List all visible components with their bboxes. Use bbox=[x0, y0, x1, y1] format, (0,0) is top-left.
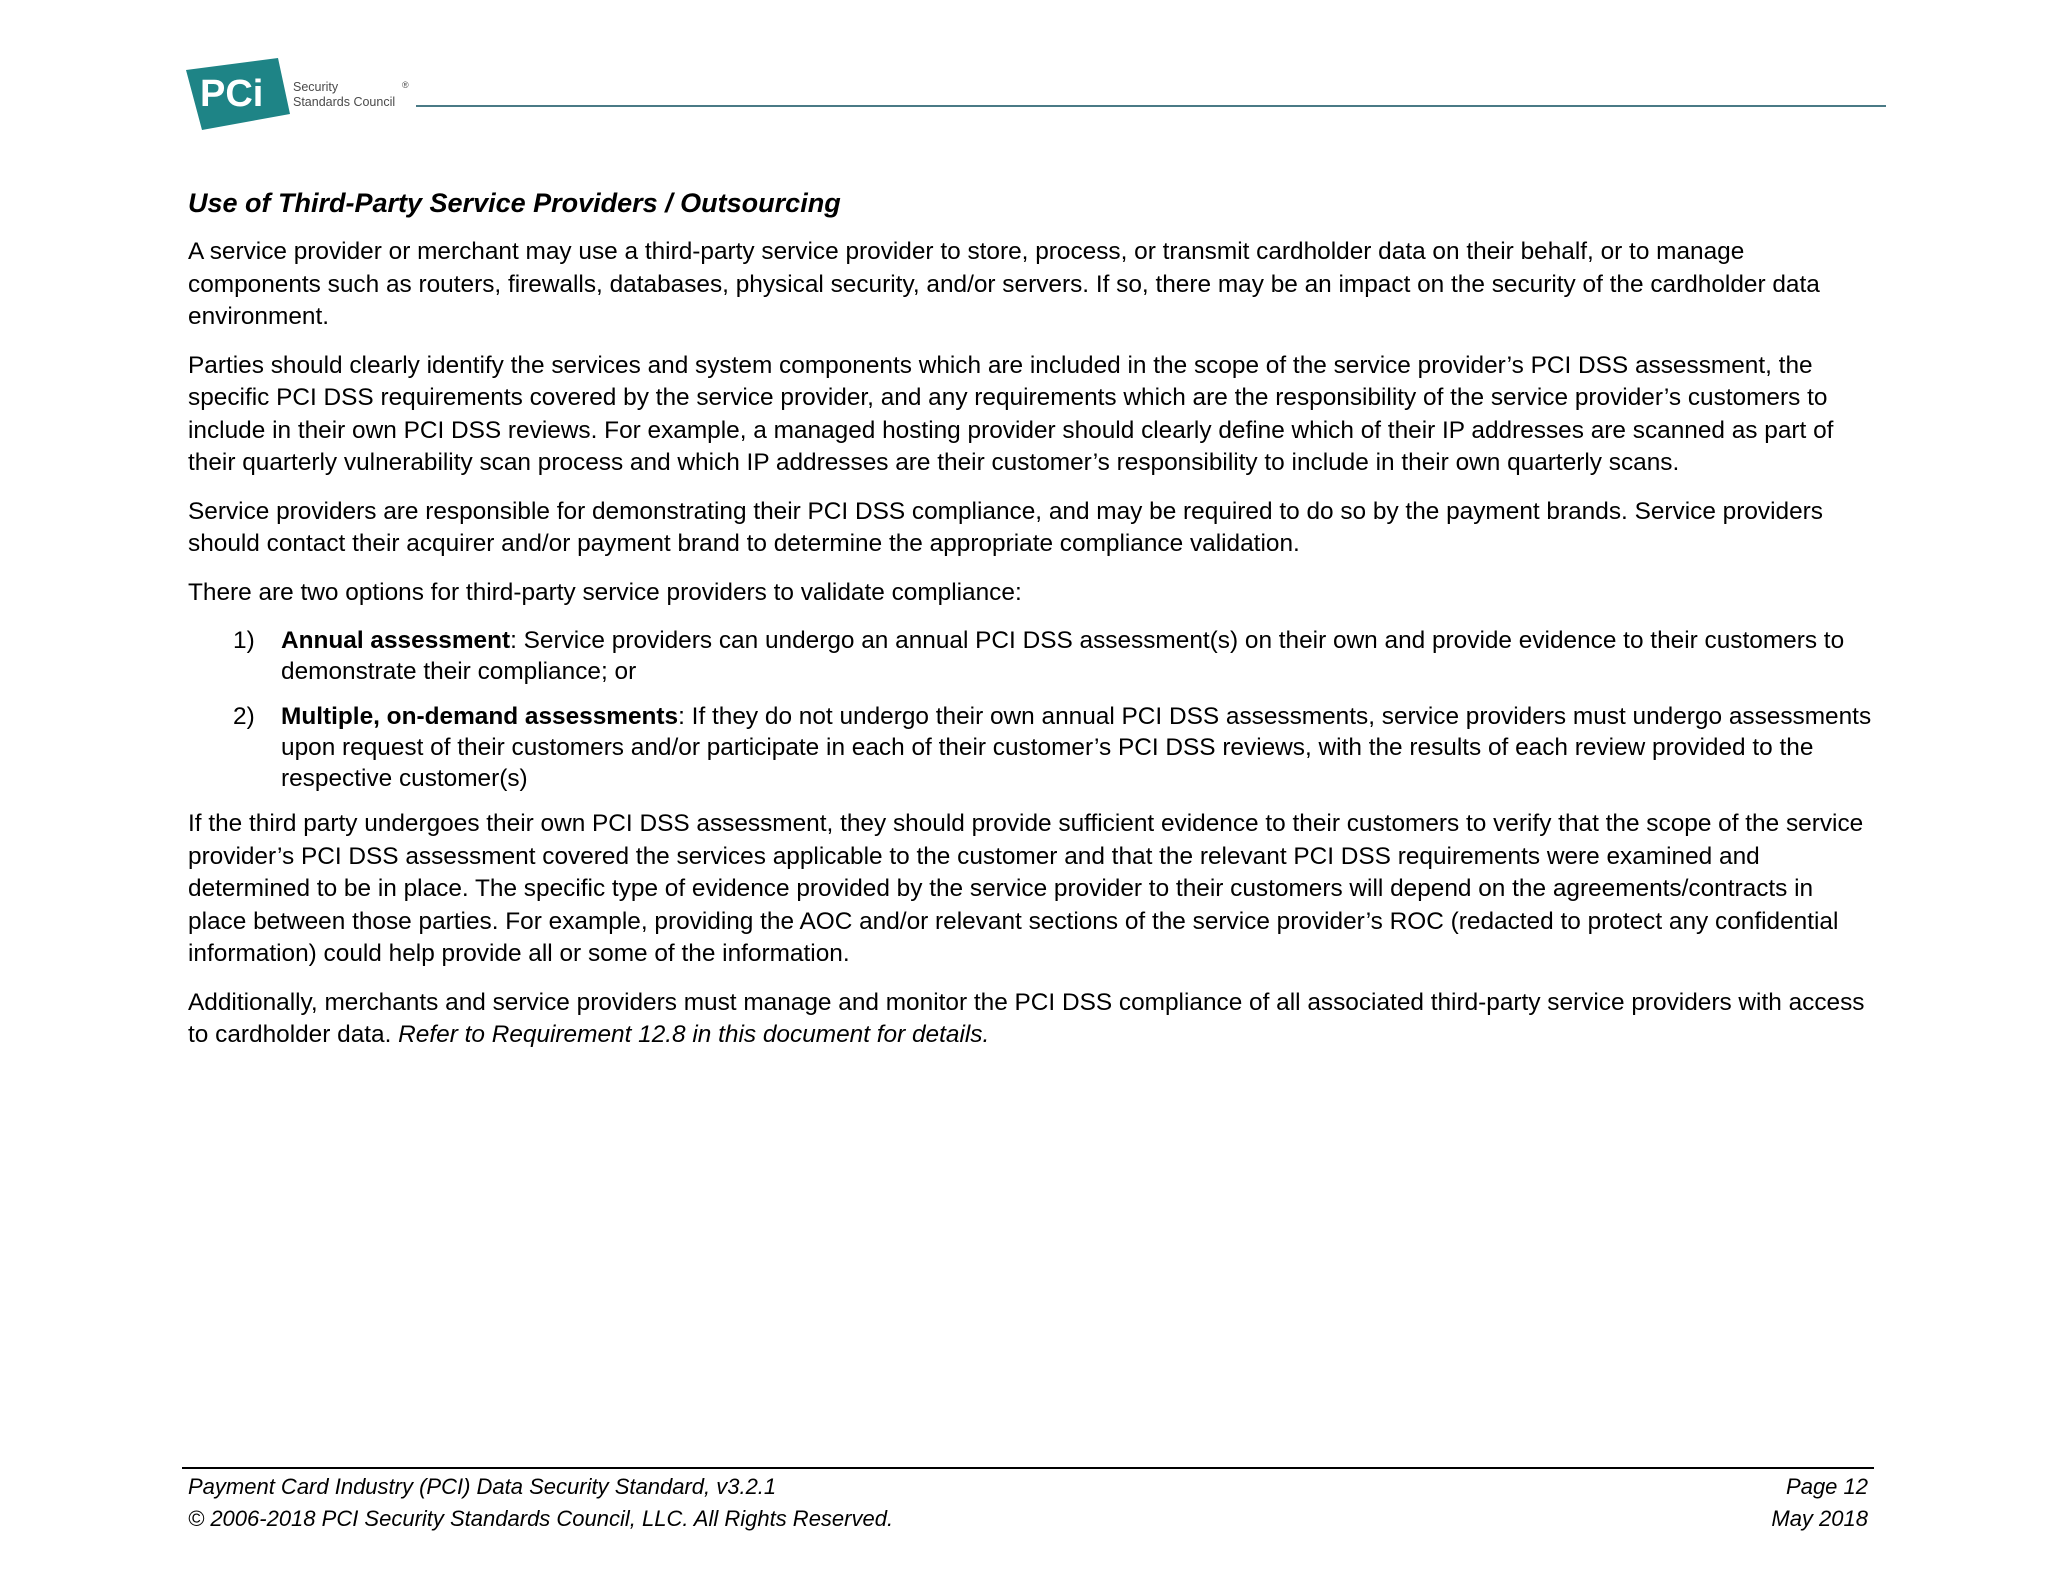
pci-logo-name-line1: Security bbox=[293, 80, 339, 94]
list-item bbox=[188, 701, 1878, 794]
paragraph-3: Service providers are responsible for demonstrating their PCI DSS compliance, and may be required to do so by the payment brands. Service providers should contact their acquirer and/or payment brand to determine the appropriate compliance validation. bbox=[188, 497, 1823, 557]
footer-date: May 2018 bbox=[1771, 1506, 1868, 1531]
list-item-text: : Service providers can undergo an annual PCI DSS assessment(s) on their own and provide evidence to their customers to demonstrate their compliance; or bbox=[281, 627, 1845, 685]
paragraph-2: Parties should clearly identify the services and system components which are included in the scope of the service provider’s PCI DSS assessment, the specific PCI DSS requirements covered by the service provider, and any requirements which are the responsibility of the service provider’s customers to include in their own PCI DSS reviews. For example, a managed hosting provider should clearly define which of their IP addresses are scanned as part of their quarterly vulnerability scan process and which IP addresses are their customer’s responsibility to include in their own quarterly scans. bbox=[188, 351, 1834, 476]
pci-logo-registered: ® bbox=[402, 80, 409, 90]
header-rule bbox=[416, 105, 1886, 107]
list-item bbox=[188, 625, 1878, 687]
footer-row-1 bbox=[182, 1471, 1874, 1503]
list-item-text: : If they do not undergo their own annual PCI DSS assessments, service providers must undergo assessments upon request of their customers and/or participate in each of their customer’s PCI DSS reviews, with the results of each review provided to the respective customer(s) bbox=[281, 703, 1872, 792]
footer-copyright: © 2006-2018 PCI Security Standards Council, LLC. All Rights Reserved. bbox=[188, 1506, 894, 1531]
footer-rule bbox=[182, 1467, 1874, 1469]
validation-options-list bbox=[188, 625, 1878, 794]
page-content bbox=[188, 186, 1878, 1068]
footer-row-2 bbox=[182, 1503, 1874, 1535]
footer-page-number: Page 12 bbox=[1786, 1474, 1868, 1499]
list-item-lead: Annual assessment bbox=[281, 627, 511, 654]
paragraph-1: A service provider or merchant may use a third-party service provider to store, process, or transmit cardholder data on their behalf, or to manage components such as routers, firewalls, databases, physical security, and/or servers. If so, there may be an impact on the security of the cardholder data environment. bbox=[188, 238, 1820, 330]
paragraph-6 bbox=[188, 987, 1878, 1052]
pci-logo bbox=[186, 58, 416, 138]
paragraph-6-text: Additionally, merchants and service providers must manage and monitor the PCI DSS compliance of all associated third-party service providers with access to cardholder data. bbox=[188, 988, 1865, 1048]
page-footer bbox=[182, 1467, 1874, 1535]
pci-logo-mark-text: PCi bbox=[200, 73, 264, 115]
pci-logo-name-line2: Standards Council bbox=[293, 95, 396, 109]
list-item-number: 1) bbox=[233, 627, 255, 654]
footer-doc-title: Payment Card Industry (PCI) Data Security Standard, v3.2.1 bbox=[188, 1474, 777, 1499]
list-item-number: 2) bbox=[233, 703, 255, 730]
section-title: Use of Third-Party Service Providers / Outsourcing bbox=[188, 188, 841, 218]
paragraph-6-reference: Refer to Requirement 12.8 in this document for details. bbox=[398, 1021, 990, 1048]
page-header bbox=[186, 58, 1886, 138]
paragraph-5: If the third party undergoes their own PCI DSS assessment, they should provide sufficient evidence to their customers to verify that the scope of the service provider’s PCI DSS assessment covered the services applicable to the customer and that the relevant PCI DSS requirements were examined and determined to be in place. The specific type of evidence provided by the service provider to their customers will depend on the agreements/contracts in place between those parties. For example, providing the AOC and/or relevant sections of the service provider’s ROC (redacted to protect any confidential information) could help provide all or some of the information. bbox=[188, 810, 1864, 967]
paragraph-4: There are two options for third-party service providers to validate compliance: bbox=[188, 578, 1022, 606]
list-item-lead: Multiple, on-demand assessments bbox=[281, 703, 679, 730]
